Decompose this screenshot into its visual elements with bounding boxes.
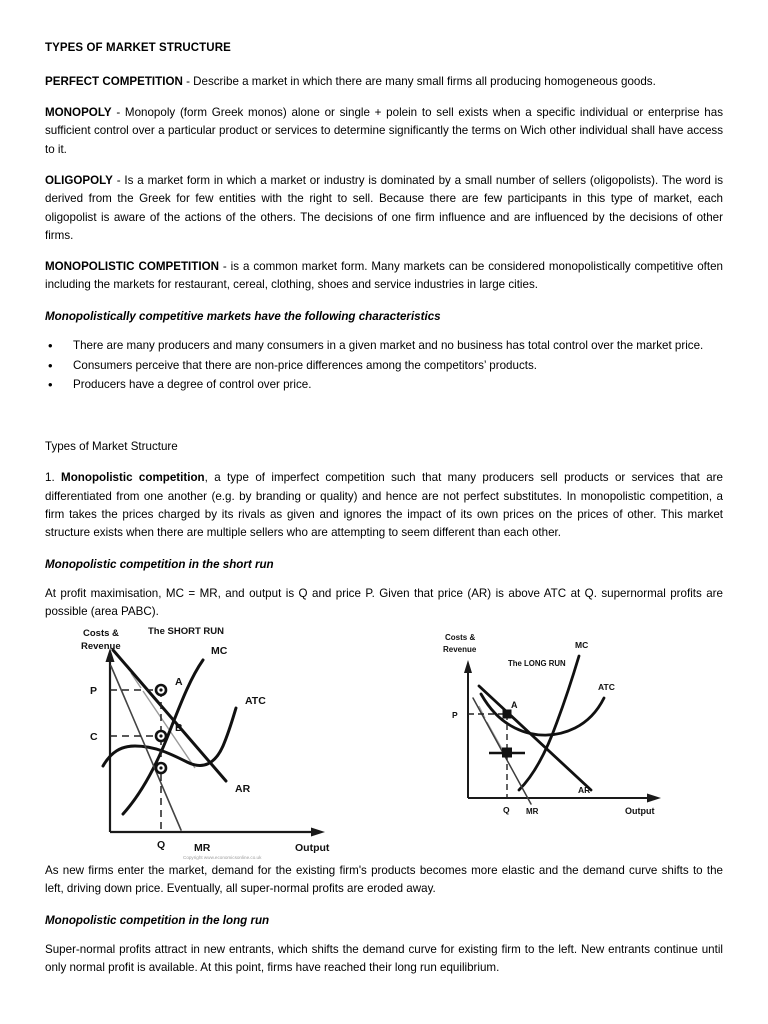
chart-title: The SHORT RUN xyxy=(148,626,224,637)
guide-lines xyxy=(110,690,161,832)
list-item xyxy=(45,337,723,355)
bullet-icon: • xyxy=(48,376,53,392)
axes xyxy=(464,660,661,803)
curve-ar xyxy=(113,650,226,781)
label-mc: MC xyxy=(575,640,589,650)
tick-label-p: P xyxy=(452,710,458,720)
term-monopoly: MONOPOLY xyxy=(45,105,112,119)
term-oligopoly: OLIGOPOLY xyxy=(45,173,113,187)
label-point-b: B xyxy=(175,722,183,734)
term-monopolistic-competition: MONOPOLISTIC COMPETITION xyxy=(45,260,219,274)
paragraph-perfect-competition xyxy=(45,73,723,91)
page-title: TYPES OF MARKET STRUCTURE xyxy=(45,42,231,54)
figure-long-run xyxy=(423,618,723,860)
y-axis-label-line1: Costs & xyxy=(445,633,476,642)
document-body xyxy=(45,40,723,635)
label-mc: MC xyxy=(211,645,228,657)
tick-label-p: P xyxy=(90,685,98,697)
label-point-a: A xyxy=(511,700,518,710)
list-item-text: Producers have a degree of control over price. xyxy=(73,377,312,391)
figure-short-run xyxy=(63,618,383,860)
definition-monopolistic-competition-2: , a type of imperfect competition such that many producers sell products or services that are differentiated from one another (e.g. by branding or quality) and hence are not perfect substitutes. In monopolistic competition, a firm takes the prices charged by its rivals as given and ignores the impact of its own prices on the prices of other. This market structure exists when there are multiple sellers who are attempting to seem different than each other. xyxy=(45,471,723,540)
paragraph-short-run: At profit maximisation, MC = MR, and output is Q and price P. Given that price (AR) is above ATC at Q. supernormal profits are possible (area PABC). xyxy=(45,587,723,619)
tick-label-c: C xyxy=(90,731,98,743)
paragraph-after-figure: As new firms enter the market, demand for the existing firm's products becomes more elastic and the demand curve shifts to the left, driving down price. Eventually, all super-normal profits are eroded away. xyxy=(45,864,723,896)
paragraph-long-run: Super-normal profits attract in new entrants, which shifts the demand curve for existing firm to the left. New entrants continue until only normal profit is available. At this point, firms have reached their long run equilibrium. xyxy=(45,943,723,975)
characteristics-list xyxy=(45,337,723,394)
definition-monopolistic-competition: - is a common market form. Many markets can be considered monopolistically competitive often including the markets for restaurant, cereal, clothing, shoes and service industries in large cities. xyxy=(45,260,724,292)
list-item-text: There are many producers and many consumers in a given market and no business has total control over the market price. xyxy=(73,339,704,353)
term-perfect-competition: PERFECT COMPETITION xyxy=(45,74,183,88)
guide-lines xyxy=(468,714,507,798)
figure-band xyxy=(45,618,723,860)
label-mr: MR xyxy=(526,807,539,816)
definition-monopoly: - Monopoly (form Greek monos) alone or single + polein to sell exists when a specific individual or enterprise has sufficient control over a particular product or services to determine significantly the terms on Wich other individual shall have access to it. xyxy=(45,105,723,156)
short-run-chart xyxy=(63,618,383,860)
axes xyxy=(106,648,326,837)
x-axis-label: Output xyxy=(625,806,655,816)
heading-characteristics: Monopolistically competitive markets have the following characteristics xyxy=(45,309,441,323)
label-atc: ATC xyxy=(598,682,615,692)
heading-short-run: Monopolistic competition in the short run xyxy=(45,557,274,571)
label-point-a: A xyxy=(175,676,183,688)
tick-label-q: Q xyxy=(503,805,510,815)
equilibrium-points xyxy=(489,710,525,758)
label-ar: AR xyxy=(578,785,591,795)
y-axis-label-line1: Costs & xyxy=(83,628,119,639)
tick-label-q: Q xyxy=(157,839,166,851)
definition-oligopoly: - Is a market form in which a market or industry is dominated by a small number of sellers (oligopolists). The word is derived from the Greek for few entities with the right to sell. Because there are few participants in this type of market, each oligopolist is aware of the actions of the others. The decisions of one firm influence and are influenced by the decisions of other firms. xyxy=(45,173,723,242)
mr-faint-guide xyxy=(479,706,505,754)
credit-text: Copyright www.economicsonline.co.uk xyxy=(183,855,262,860)
label-mr: MR xyxy=(194,842,211,854)
paragraph-monopolistic-competition xyxy=(45,258,723,295)
list-item xyxy=(45,376,723,394)
x-axis-label: Output xyxy=(295,842,330,854)
label-atc: ATC xyxy=(245,695,266,707)
document-body-lower xyxy=(45,862,723,991)
heading-types-of-market-structure: Types of Market Structure xyxy=(45,440,178,454)
definition-perfect-competition: - Describe a market in which there are many small firms all producing homogeneous goods. xyxy=(182,74,656,88)
long-run-chart xyxy=(423,618,723,860)
section-spacer xyxy=(45,408,723,438)
paragraph-numbered-monopolistic-competition xyxy=(45,469,723,542)
label-ar: AR xyxy=(235,783,251,795)
heading-long-run: Monopolistic competition in the long run xyxy=(45,913,270,927)
chart-title: The LONG RUN xyxy=(508,659,566,668)
bullet-icon: • xyxy=(48,357,53,373)
list-number: 1. xyxy=(45,471,62,485)
list-item-text: Consumers perceive that there are non-price differences among the competitors’ products. xyxy=(73,358,537,372)
paragraph-monopoly xyxy=(45,104,723,159)
bullet-icon: • xyxy=(48,338,53,354)
term-monopolistic-competition-2: Monopolistic competition xyxy=(61,471,205,485)
paragraph-oligopoly xyxy=(45,172,723,245)
y-axis-label-line2: Revenue xyxy=(81,641,121,652)
y-axis-label-line2: Revenue xyxy=(443,645,477,654)
list-item xyxy=(45,357,723,375)
